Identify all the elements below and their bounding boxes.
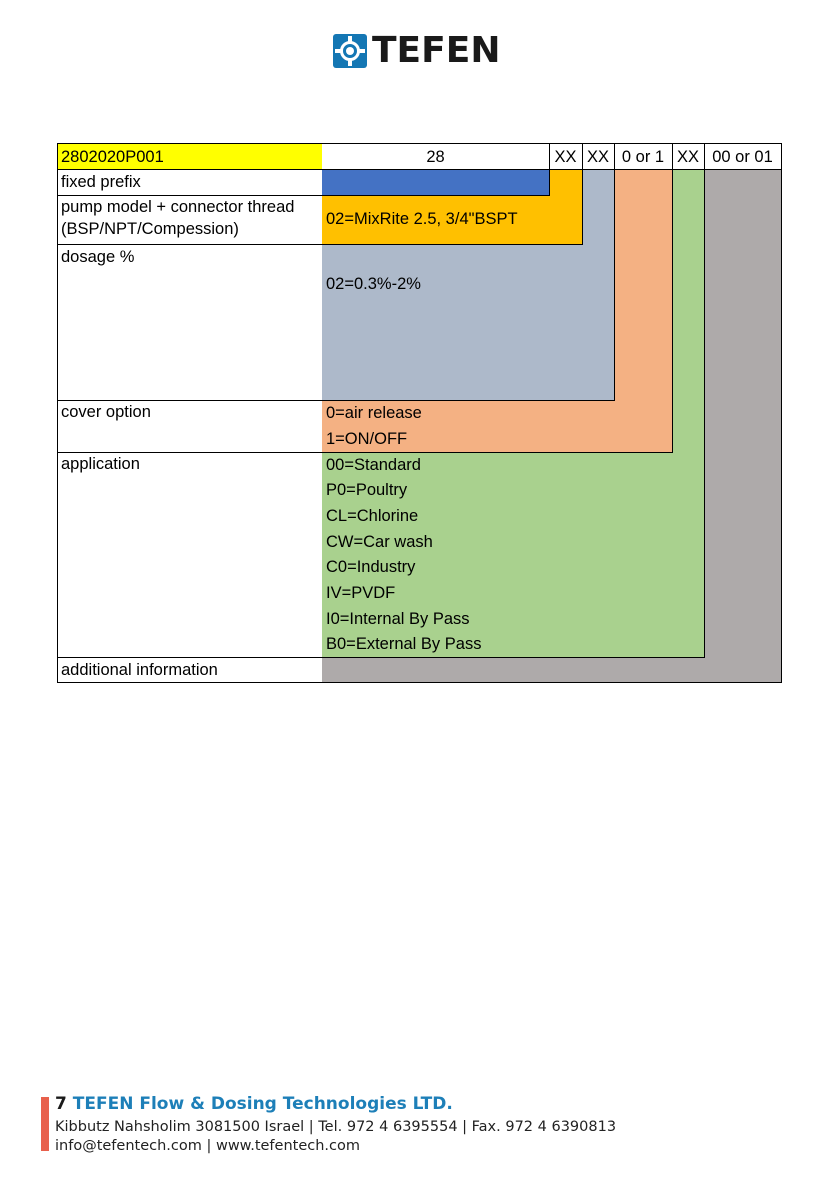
value-pump-model: 02=MixRite 2.5, 3/4"BSPT bbox=[326, 210, 518, 228]
value-application-0: 00=Standard bbox=[326, 456, 421, 474]
value-cover-option-1: 1=ON/OFF bbox=[326, 430, 408, 448]
green-region bbox=[672, 169, 704, 452]
label-fixed-prefix: fixed prefix bbox=[61, 173, 141, 191]
blue-region-prefix bbox=[322, 169, 549, 195]
footer-accent-bar bbox=[41, 1097, 49, 1151]
orange-region bbox=[549, 169, 582, 195]
segment-xx-2: XX bbox=[586, 148, 609, 166]
segment-0-or-1: 0 or 1 bbox=[621, 148, 665, 166]
steel-region-dosage bbox=[322, 244, 614, 400]
gray-region bbox=[704, 169, 781, 682]
salmon-region bbox=[614, 169, 672, 400]
brand-name: TEFEN bbox=[372, 30, 501, 71]
value-application-3: CW=Car wash bbox=[326, 533, 433, 551]
label-cover-option: cover option bbox=[61, 403, 151, 421]
gray-region-additional bbox=[322, 657, 781, 682]
label-pump-model-line2: (BSP/NPT/Compession) bbox=[61, 220, 239, 238]
footer-address: Kibbutz Nahsholim 3081500 Israel | Tel. 972 4 6395554 | Fax. 972 4 6390813 bbox=[55, 1119, 617, 1135]
segment-xx-1: XX bbox=[554, 148, 577, 166]
steel-region bbox=[582, 169, 614, 244]
segment-xx-3: XX bbox=[676, 148, 699, 166]
segment-28: 28 bbox=[426, 148, 445, 166]
value-application-5: IV=PVDF bbox=[326, 584, 396, 602]
page-number: 7 bbox=[55, 1094, 67, 1114]
label-additional-information: additional information bbox=[61, 661, 218, 679]
label-application: application bbox=[61, 455, 140, 473]
value-application-1: P0=Poultry bbox=[326, 481, 408, 499]
value-application-4: C0=Industry bbox=[326, 558, 416, 576]
value-application-2: CL=Chlorine bbox=[326, 507, 419, 525]
segment-00-or-01: 00 or 01 bbox=[712, 148, 773, 166]
value-application-7: B0=External By Pass bbox=[326, 635, 482, 653]
footer-title bbox=[55, 1094, 453, 1114]
value-application-6: I0=Internal By Pass bbox=[326, 610, 470, 628]
value-cover-option-0: 0=air release bbox=[326, 404, 422, 422]
value-dosage: 02=0.3%-2% bbox=[326, 275, 421, 293]
label-pump-model-line1: pump model + connector thread bbox=[61, 198, 295, 216]
part-code: 2802020P001 bbox=[61, 148, 164, 166]
footer-web: info@tefentech.com | www.tefentech.com bbox=[55, 1138, 360, 1154]
label-dosage: dosage % bbox=[61, 248, 135, 266]
company-name: TEFEN Flow & Dosing Technologies LTD. bbox=[72, 1094, 453, 1114]
